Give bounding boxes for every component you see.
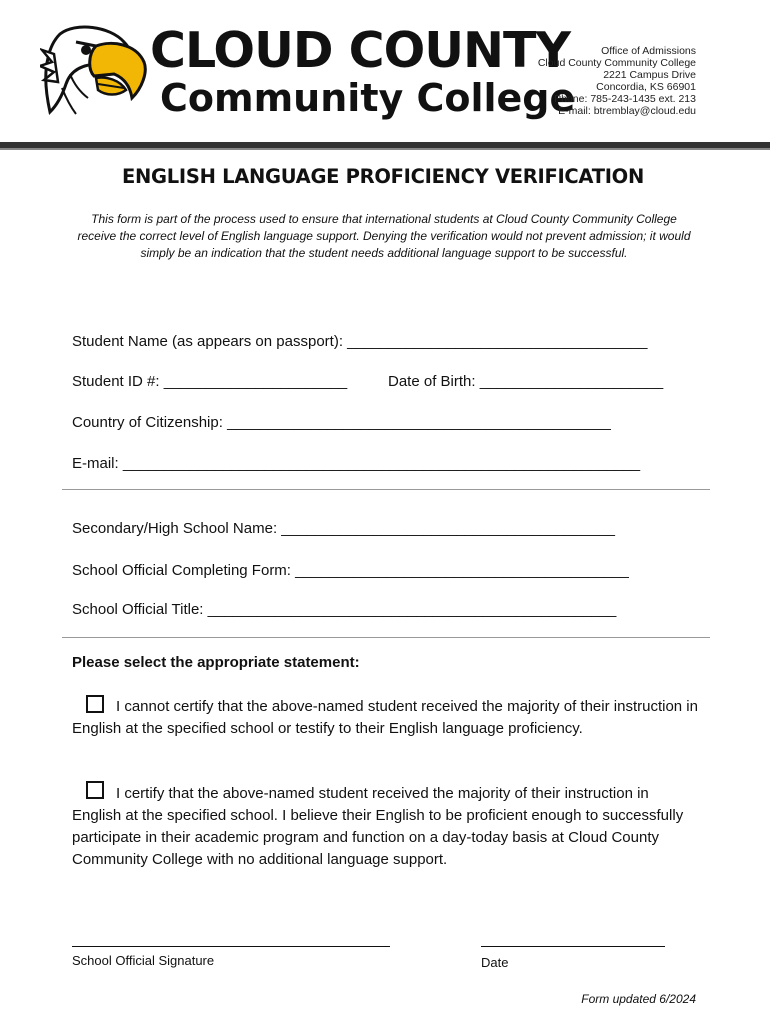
- statement-1-label: I cannot certify that the above-named student received the majority of their instruction in English at the specified school or testify to their English language proficiency.: [72, 698, 698, 737]
- contact-office: Office of Admissions: [601, 45, 696, 57]
- eagle-logo-icon: [40, 24, 148, 120]
- date-of-birth-field[interactable]: Date of Birth: ______________________: [388, 373, 664, 390]
- student-id-field[interactable]: Student ID #: ______________________: [72, 373, 348, 390]
- contact-block: [538, 45, 696, 117]
- signature-label: School Official Signature: [72, 953, 215, 968]
- statement-2-text: [72, 783, 702, 871]
- contact-city: Concordia, KS 66901: [596, 81, 696, 93]
- citizenship-field[interactable]: Country of Citizenship: ______________________________________________: [72, 414, 611, 431]
- contact-phone: Phone: 785-243-1435 ext. 213: [554, 93, 696, 105]
- statement-1-text: [72, 696, 702, 740]
- date-label: Date: [481, 955, 509, 970]
- email-field[interactable]: E-mail: ______________________________________________________________: [72, 455, 641, 472]
- official-completing-field[interactable]: School Official Completing Form: ________________________________________: [72, 562, 629, 579]
- date-line[interactable]: [481, 946, 665, 947]
- official-title-field[interactable]: School Official Title: _________________________________________________: [72, 601, 617, 618]
- section-divider-1: [62, 489, 710, 490]
- contact-street: 2221 Campus Drive: [603, 69, 696, 81]
- logo-wordmark-line2: Community College: [160, 76, 576, 120]
- select-statement-heading: Please select the appropriate statement:: [72, 654, 360, 671]
- form-intro: This form is part of the process used to ensure that international students at Cloud County Community College receive the correct level of English language support. Denying the verification would not prevent admission; it would simply be an indication that the student needs additional language support to be successful.: [77, 212, 691, 260]
- form-title: ENGLISH LANGUAGE PROFICIENCY VERIFICATION: [122, 165, 644, 188]
- section-divider-2: [62, 637, 710, 638]
- statement-2-label: I certify that the above-named student received the majority of their instruction in English at the specified school. I believe their English to be proficient enough to successfully participate in their academic program and function on a day-today basis at Cloud County Community College with no additional language support.: [72, 785, 684, 868]
- school-name-field[interactable]: Secondary/High School Name: ________________________________________: [72, 520, 615, 537]
- form-updated-note: Form updated 6/2024: [581, 992, 696, 1006]
- logo-wordmark-line1: CLOUD COUNTY: [150, 22, 570, 79]
- contact-college: Cloud County Community College: [537, 57, 696, 69]
- header-divider-shadow: [0, 148, 770, 150]
- signature-line[interactable]: [72, 946, 390, 947]
- contact-email: E-mail: btremblay@cloud.edu: [558, 105, 696, 117]
- student-name-field[interactable]: Student Name (as appears on passport): ____________________________________: [72, 333, 648, 350]
